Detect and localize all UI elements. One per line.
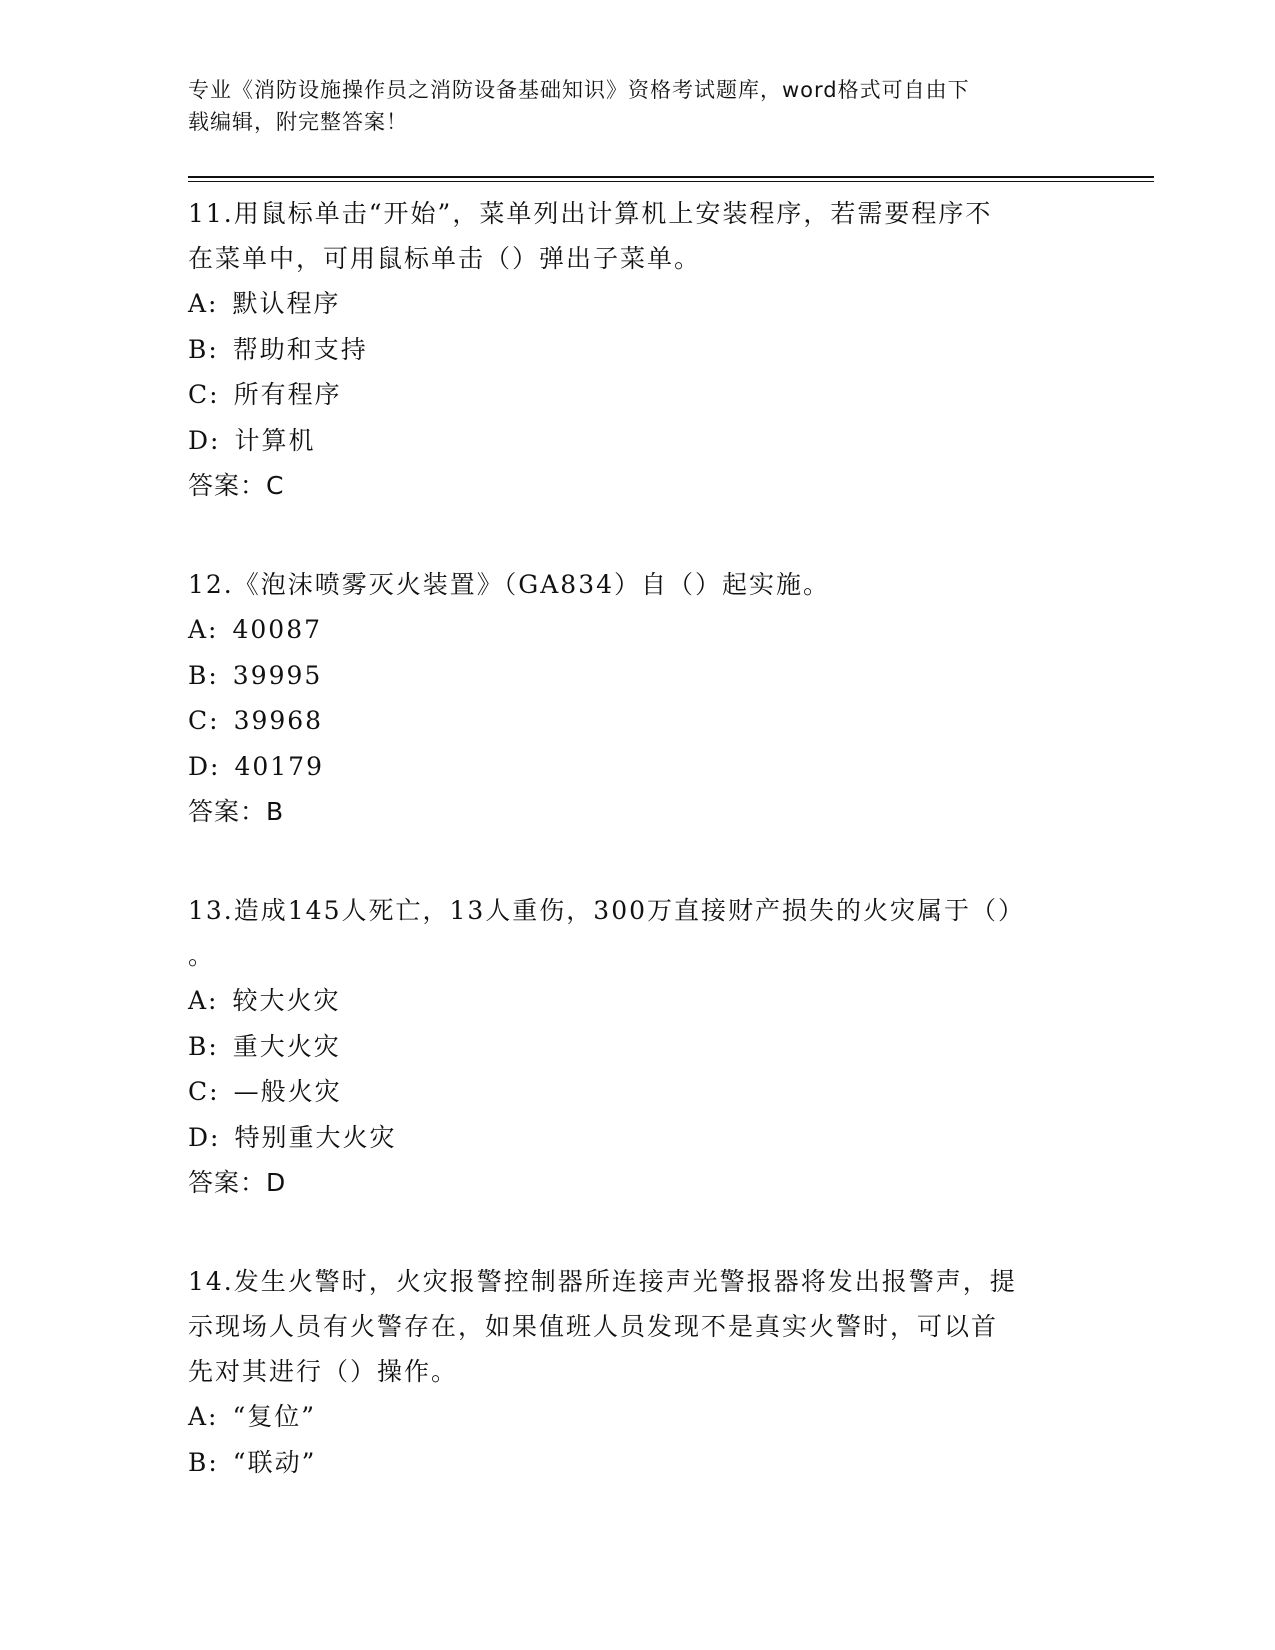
question-item: [188, 562, 1088, 834]
answer-option: [188, 978, 1088, 1024]
answer-option: [188, 281, 1088, 327]
header-line-1: 专业《消防设施操作员之消防设备基础知识》资格考试题库，word格式可自由下: [188, 78, 970, 102]
option-letter: D:: [188, 751, 221, 781]
answer-option: [188, 1069, 1088, 1115]
option-letter: B:: [188, 1447, 219, 1477]
answer-key: 答案：D: [188, 1168, 287, 1197]
option-letter: A:: [188, 615, 219, 644]
option-text: 重大火灾: [232, 1031, 341, 1061]
option-letter: B:: [188, 1031, 219, 1061]
option-text: —般火灾: [233, 1077, 342, 1106]
option-letter: C:: [188, 380, 220, 409]
question-item: [188, 191, 1088, 508]
question-item: [188, 888, 1088, 1205]
option-text: 默认程序: [232, 289, 341, 318]
option-text: 帮助和支持: [232, 334, 368, 364]
header-divider-thin: [188, 181, 1154, 182]
answer-option: [188, 607, 1088, 653]
option-text: 特别重大火灾: [234, 1122, 397, 1152]
answer-option: [188, 418, 1088, 464]
option-text: 40087: [232, 615, 323, 644]
option-letter: B:: [188, 334, 219, 364]
question-stem-line: 12.《泡沫喷雾灭火装置》（GA834）自（）起实施。: [188, 570, 831, 599]
answer-option: [188, 744, 1088, 790]
question-stem-line: 示现场人员有火警存在，如果值班人员发现不是真实火警时，可以首: [188, 1312, 999, 1341]
question-stem-line: 在菜单中，可用鼠标单击（）弹出子菜单。: [188, 244, 702, 273]
question-stem-line: 13.造成145人死亡，13人重伤，300万直接财产损失的火灾属于（）: [188, 896, 1026, 925]
answer-option: [188, 698, 1088, 744]
option-letter: A:: [188, 1402, 219, 1431]
option-letter: A:: [188, 986, 219, 1015]
question-stem-line: 。: [188, 941, 216, 970]
option-letter: C:: [188, 1077, 220, 1106]
option-text: “复位”: [232, 1402, 317, 1431]
answer-option: [188, 327, 1088, 373]
header-line-2: 载编辑，附完整答案！: [188, 110, 408, 134]
answer-key: 答案：B: [188, 797, 285, 826]
option-text: 39968: [233, 706, 324, 735]
question-stem-line: 11.用鼠标单击“开始”，菜单列出计算机上安装程序，若需要程序不: [188, 199, 993, 228]
answer-option: [188, 1440, 1088, 1486]
option-text: 较大火灾: [232, 986, 341, 1015]
option-text: 计算机: [234, 425, 316, 455]
option-letter: A:: [188, 289, 219, 318]
header-divider-thick: [188, 176, 1154, 178]
question-stem-line: 先对其进行（）操作。: [188, 1357, 459, 1386]
question-stem-line: 14.发生火警时，火灾报警控制器所连接声光警报器将发出报警声，提: [188, 1267, 1017, 1296]
answer-option: [188, 1024, 1088, 1070]
option-letter: D:: [188, 1122, 221, 1152]
option-letter: B:: [188, 660, 219, 690]
option-text: 40179: [234, 751, 324, 781]
question-list: [188, 191, 1088, 1539]
answer-key: 答案：C: [188, 471, 285, 500]
answer-option: [188, 653, 1088, 699]
question-item: [188, 1259, 1088, 1485]
option-letter: C:: [188, 706, 220, 735]
answer-option: [188, 372, 1088, 418]
answer-option: [188, 1394, 1088, 1440]
option-text: “联动”: [232, 1447, 317, 1477]
option-text: 39995: [232, 660, 323, 690]
document-header: [188, 74, 1068, 138]
option-text: 所有程序: [233, 380, 342, 409]
answer-option: [188, 1115, 1088, 1161]
option-letter: D:: [188, 425, 221, 455]
